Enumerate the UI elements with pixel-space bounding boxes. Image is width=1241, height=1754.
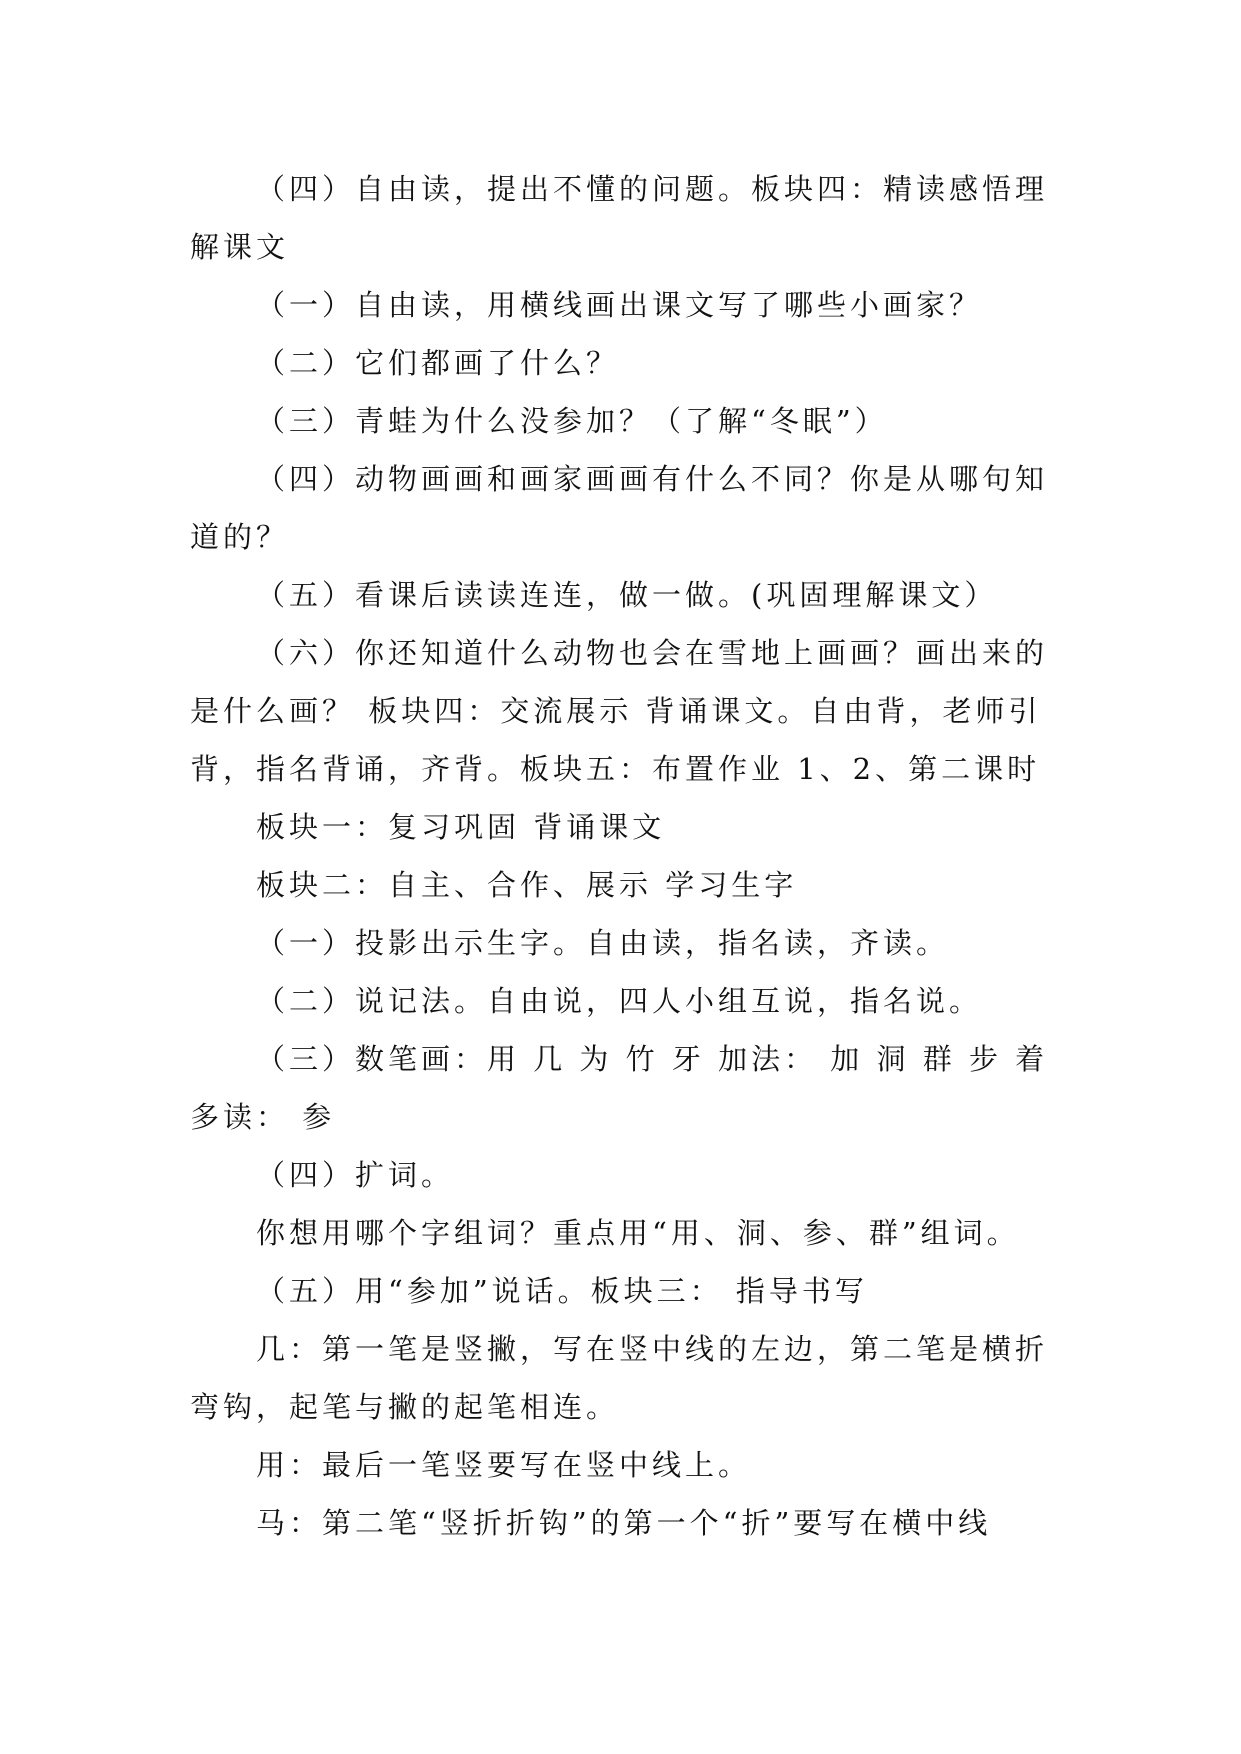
- paragraph-14: 你想用哪个字组词？重点用“用、洞、参、群”组词。: [256, 1216, 1020, 1250]
- paragraph-12: （三）数笔画：用 几 为 竹 牙 加法： 加 洞 群 步 着 多读： 参: [190, 1042, 1049, 1134]
- paragraph-16: 几：第一笔是竖撇，写在竖中线的左边，第二笔是横折弯钩，起笔与撇的起笔相连。: [190, 1332, 1049, 1424]
- paragraph-1: （四）自由读，提出不懂的问题。板块四：精读感悟理解课文: [190, 172, 1049, 264]
- paragraph-13: （四）扩词。: [256, 1158, 455, 1192]
- paragraph-2: （一）自由读，用横线画出课文写了哪些小画家？: [256, 288, 983, 322]
- paragraph-11: （二）说记法。自由说，四人小组互说，指名说。: [256, 984, 983, 1018]
- paragraph-7: （六）你还知道什么动物也会在雪地上画画？画出来的是什么画？ 板块四：交流展示 背诵课文。自由背，老师引背，指名背诵，齐背。板块五：布置作业 1、2、第二课时: [190, 636, 1049, 786]
- paragraph-9: 板块二：自主、合作、展示 学习生字: [256, 868, 798, 902]
- paragraph-17: 用：最后一笔竖要写在竖中线上。: [256, 1448, 752, 1482]
- paragraph-6: （五）看课后读读连连，做一做。(巩固理解课文）: [256, 578, 998, 612]
- paragraph-4: （三）青蛙为什么没参加？（了解“冬眠”）: [256, 404, 888, 438]
- paragraph-8: 板块一：复习巩固 背诵课文: [256, 810, 666, 844]
- paragraph-5: （四）动物画画和画家画画有什么不同？你是从哪句知道的？: [190, 462, 1049, 554]
- paragraph-10: （一）投影出示生字。自由读，指名读，齐读。: [256, 926, 950, 960]
- document-body: [190, 160, 1060, 1552]
- paragraph-18: 马：第二笔“竖折折钩”的第一个“折”要写在横中线: [256, 1506, 992, 1540]
- paragraph-3: （二）它们都画了什么？: [256, 346, 620, 380]
- paragraph-15: （五）用“参加”说话。板块三： 指导书写: [256, 1274, 868, 1308]
